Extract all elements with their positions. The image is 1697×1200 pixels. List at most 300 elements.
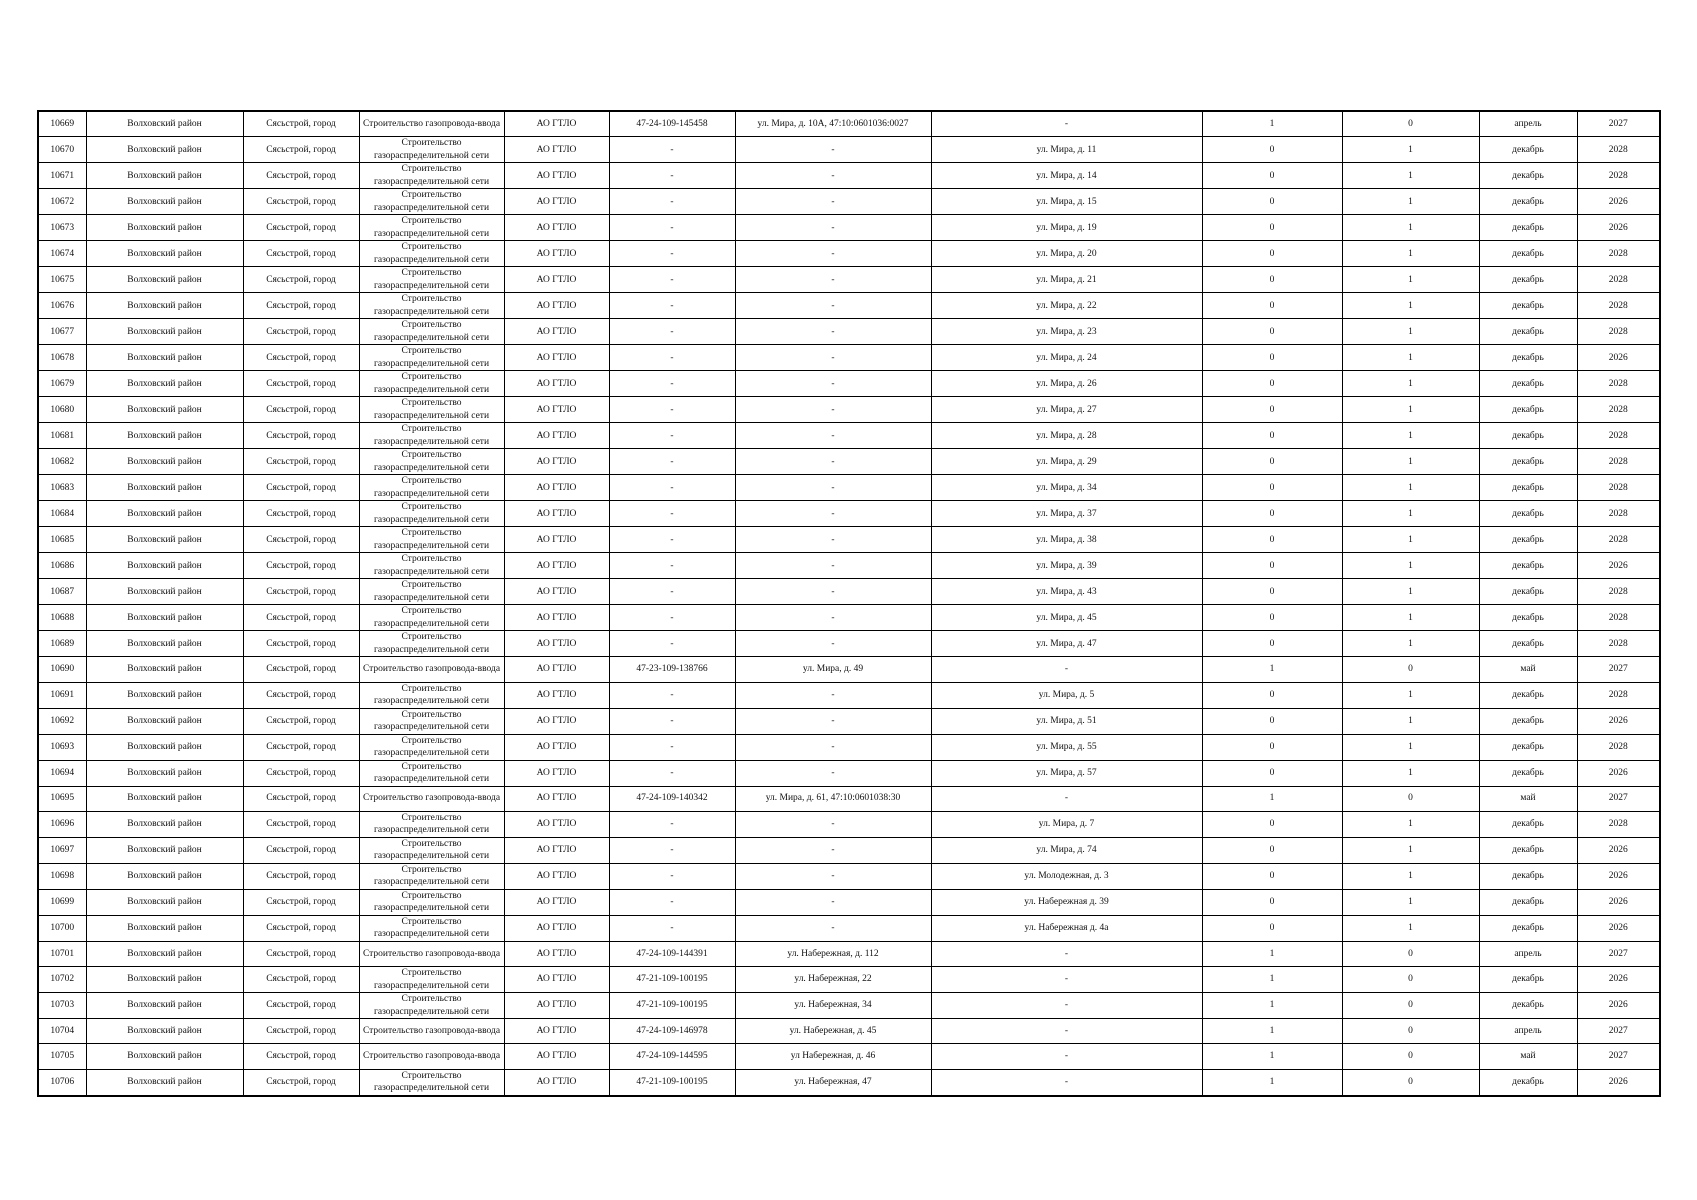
cell-year: 2028 [1577, 293, 1660, 319]
cell-network-address: - [931, 967, 1202, 993]
cell-district: Волховский район [86, 657, 243, 682]
cell-network-address: ул. Мира, д. 74 [931, 837, 1202, 863]
table-row [38, 189, 1660, 215]
cell-gas-input-count: 0 [1202, 734, 1342, 760]
cell-district: Волховский район [86, 371, 243, 397]
cell-month: декабрь [1479, 631, 1577, 657]
cell-work-type: Строительство газораспределительной сети [359, 163, 504, 189]
cell-gas-input-count: 1 [1202, 786, 1342, 811]
cell-settlement: Сясьстрой, город [243, 682, 359, 708]
cell-settlement: Сясьстрой, город [243, 605, 359, 631]
cell-network-count: 1 [1342, 423, 1479, 449]
cell-month: апрель [1479, 1019, 1577, 1044]
cell-tech-conditions-number: - [609, 631, 735, 657]
cell-tech-conditions-number: - [609, 501, 735, 527]
cell-gas-input-count: 0 [1202, 811, 1342, 837]
table-row [38, 889, 1660, 915]
cell-month: декабрь [1479, 760, 1577, 786]
cell-work-type: Строительство газораспределительной сети [359, 682, 504, 708]
cell-settlement: Сясьстрой, город [243, 163, 359, 189]
cell-month: декабрь [1479, 423, 1577, 449]
cell-tech-conditions-number: - [609, 189, 735, 215]
cell-organization: АО ГТЛО [504, 605, 609, 631]
cell-object-address: - [735, 915, 931, 941]
cell-work-type: Строительство газораспределительной сети [359, 319, 504, 345]
cell-object-address: - [735, 863, 931, 889]
cell-district: Волховский район [86, 708, 243, 734]
cell-tech-conditions-number: 47-24-109-144595 [609, 1044, 735, 1069]
cell-month: декабрь [1479, 915, 1577, 941]
cell-object-address: - [735, 811, 931, 837]
cell-object-address: - [735, 267, 931, 293]
cell-tech-conditions-number: - [609, 137, 735, 163]
cell-object-address: ул. Мира, д. 49 [735, 657, 931, 682]
cell-tech-conditions-number: - [609, 915, 735, 941]
cell-object-address: - [735, 371, 931, 397]
table-row [38, 605, 1660, 631]
cell-network-address: ул. Мира, д. 19 [931, 215, 1202, 241]
cell-work-type: Строительство газораспределительной сети [359, 241, 504, 267]
cell-year: 2028 [1577, 475, 1660, 501]
cell-object-address: - [735, 137, 931, 163]
cell-organization: АО ГТЛО [504, 915, 609, 941]
cell-tech-conditions-number: - [609, 423, 735, 449]
cell-tech-conditions-number: - [609, 579, 735, 605]
cell-work-type: Строительство газораспределительной сети [359, 137, 504, 163]
cell-object-address: - [735, 708, 931, 734]
cell-network-count: 0 [1342, 111, 1479, 137]
cell-network-count: 1 [1342, 682, 1479, 708]
cell-object-address: - [735, 189, 931, 215]
cell-year: 2027 [1577, 111, 1660, 137]
cell-gas-input-count: 1 [1202, 993, 1342, 1019]
cell-work-type: Строительство газораспределительной сети [359, 553, 504, 579]
cell-gas-input-count: 0 [1202, 837, 1342, 863]
cell-settlement: Сясьстрой, город [243, 837, 359, 863]
cell-network-count: 1 [1342, 215, 1479, 241]
cell-settlement: Сясьстрой, город [243, 811, 359, 837]
cell-organization: АО ГТЛО [504, 941, 609, 966]
cell-network-count: 1 [1342, 293, 1479, 319]
cell-organization: АО ГТЛО [504, 786, 609, 811]
cell-row-number: 10674 [38, 241, 86, 267]
cell-month: декабрь [1479, 682, 1577, 708]
cell-work-type: Строительство газораспределительной сети [359, 811, 504, 837]
cell-network-count: 1 [1342, 527, 1479, 553]
cell-work-type: Строительство газораспределительной сети [359, 527, 504, 553]
cell-tech-conditions-number: - [609, 553, 735, 579]
cell-district: Волховский район [86, 449, 243, 475]
cell-network-address: ул. Мира, д. 24 [931, 345, 1202, 371]
cell-network-address: ул. Мира, д. 23 [931, 319, 1202, 345]
cell-tech-conditions-number: - [609, 837, 735, 863]
cell-object-address: - [735, 527, 931, 553]
cell-gas-input-count: 0 [1202, 423, 1342, 449]
cell-gas-input-count: 0 [1202, 863, 1342, 889]
cell-month: май [1479, 786, 1577, 811]
cell-network-count: 1 [1342, 863, 1479, 889]
cell-year: 2028 [1577, 501, 1660, 527]
cell-work-type: Строительство газораспределительной сети [359, 837, 504, 863]
table-row [38, 631, 1660, 657]
cell-settlement: Сясьстрой, город [243, 319, 359, 345]
cell-network-count: 1 [1342, 189, 1479, 215]
cell-month: декабрь [1479, 371, 1577, 397]
cell-row-number: 10697 [38, 837, 86, 863]
cell-gas-input-count: 0 [1202, 760, 1342, 786]
cell-year: 2027 [1577, 657, 1660, 682]
cell-row-number: 10681 [38, 423, 86, 449]
cell-settlement: Сясьстрой, город [243, 293, 359, 319]
cell-network-count: 1 [1342, 319, 1479, 345]
cell-row-number: 10677 [38, 319, 86, 345]
cell-tech-conditions-number: - [609, 215, 735, 241]
cell-tech-conditions-number: - [609, 163, 735, 189]
cell-organization: АО ГТЛО [504, 501, 609, 527]
cell-year: 2026 [1577, 1069, 1660, 1096]
cell-settlement: Сясьстрой, город [243, 734, 359, 760]
cell-object-address: - [735, 319, 931, 345]
cell-district: Волховский район [86, 345, 243, 371]
cell-work-type: Строительство газораспределительной сети [359, 760, 504, 786]
cell-network-count: 1 [1342, 475, 1479, 501]
cell-gas-input-count: 0 [1202, 267, 1342, 293]
cell-network-address: ул. Мира, д. 5 [931, 682, 1202, 708]
cell-work-type: Строительство газораспределительной сети [359, 449, 504, 475]
cell-month: декабрь [1479, 501, 1577, 527]
cell-month: декабрь [1479, 449, 1577, 475]
table-row [38, 501, 1660, 527]
cell-row-number: 10680 [38, 397, 86, 423]
cell-object-address: - [735, 345, 931, 371]
cell-gas-input-count: 0 [1202, 371, 1342, 397]
table-row [38, 708, 1660, 734]
cell-network-count: 0 [1342, 941, 1479, 966]
cell-year: 2028 [1577, 579, 1660, 605]
cell-network-count: 1 [1342, 605, 1479, 631]
cell-network-address: ул. Мира, д. 22 [931, 293, 1202, 319]
cell-network-address: ул. Мира, д. 20 [931, 241, 1202, 267]
cell-tech-conditions-number: - [609, 293, 735, 319]
cell-network-count: 0 [1342, 657, 1479, 682]
cell-object-address: ул. Мира, д. 10А, 47:10:0601036:0027 [735, 111, 931, 137]
cell-settlement: Сясьстрой, город [243, 241, 359, 267]
cell-organization: АО ГТЛО [504, 734, 609, 760]
cell-district: Волховский район [86, 682, 243, 708]
cell-gas-input-count: 0 [1202, 215, 1342, 241]
cell-gas-input-count: 0 [1202, 163, 1342, 189]
cell-work-type: Строительство газораспределительной сети [359, 579, 504, 605]
cell-row-number: 10688 [38, 605, 86, 631]
cell-gas-input-count: 1 [1202, 111, 1342, 137]
cell-organization: АО ГТЛО [504, 267, 609, 293]
cell-network-address: - [931, 1069, 1202, 1096]
cell-work-type: Строительство газораспределительной сети [359, 345, 504, 371]
cell-work-type: Строительство газопровода-ввода [359, 786, 504, 811]
table-row [38, 1069, 1660, 1096]
table-row [38, 293, 1660, 319]
cell-row-number: 10705 [38, 1044, 86, 1069]
cell-tech-conditions-number: - [609, 889, 735, 915]
cell-work-type: Строительство газораспределительной сети [359, 631, 504, 657]
cell-settlement: Сясьстрой, город [243, 371, 359, 397]
cell-object-address: - [735, 682, 931, 708]
cell-organization: АО ГТЛО [504, 889, 609, 915]
document-page [37, 110, 1659, 1097]
cell-year: 2026 [1577, 708, 1660, 734]
cell-settlement: Сясьстрой, город [243, 215, 359, 241]
cell-network-count: 1 [1342, 501, 1479, 527]
cell-year: 2028 [1577, 319, 1660, 345]
cell-year: 2027 [1577, 786, 1660, 811]
cell-row-number: 10704 [38, 1019, 86, 1044]
cell-work-type: Строительство газораспределительной сети [359, 967, 504, 993]
cell-district: Волховский район [86, 837, 243, 863]
cell-month: апрель [1479, 941, 1577, 966]
cell-organization: АО ГТЛО [504, 215, 609, 241]
cell-row-number: 10673 [38, 215, 86, 241]
cell-settlement: Сясьстрой, город [243, 189, 359, 215]
cell-network-address: ул. Мира, д. 43 [931, 579, 1202, 605]
cell-month: декабрь [1479, 345, 1577, 371]
cell-organization: АО ГТЛО [504, 579, 609, 605]
cell-organization: АО ГТЛО [504, 241, 609, 267]
cell-network-count: 1 [1342, 915, 1479, 941]
cell-network-count: 1 [1342, 760, 1479, 786]
table-row [38, 267, 1660, 293]
cell-settlement: Сясьстрой, город [243, 993, 359, 1019]
cell-network-count: 0 [1342, 1019, 1479, 1044]
cell-network-address: ул. Мира, д. 21 [931, 267, 1202, 293]
cell-tech-conditions-number: - [609, 811, 735, 837]
cell-district: Волховский район [86, 631, 243, 657]
cell-settlement: Сясьстрой, город [243, 941, 359, 966]
cell-tech-conditions-number: - [609, 267, 735, 293]
cell-year: 2027 [1577, 1019, 1660, 1044]
cell-month: декабрь [1479, 579, 1577, 605]
cell-year: 2028 [1577, 734, 1660, 760]
cell-network-count: 1 [1342, 889, 1479, 915]
cell-organization: АО ГТЛО [504, 319, 609, 345]
cell-network-address: - [931, 1019, 1202, 1044]
cell-year: 2026 [1577, 993, 1660, 1019]
cell-work-type: Строительство газораспределительной сети [359, 293, 504, 319]
cell-work-type: Строительство газораспределительной сети [359, 915, 504, 941]
cell-network-address: ул. Мира, д. 29 [931, 449, 1202, 475]
cell-month: декабрь [1479, 967, 1577, 993]
cell-network-count: 1 [1342, 371, 1479, 397]
cell-gas-input-count: 0 [1202, 475, 1342, 501]
cell-settlement: Сясьстрой, город [243, 915, 359, 941]
cell-organization: АО ГТЛО [504, 708, 609, 734]
cell-year: 2028 [1577, 605, 1660, 631]
cell-network-address: ул. Мира, д. 39 [931, 553, 1202, 579]
cell-month: декабрь [1479, 293, 1577, 319]
cell-row-number: 10670 [38, 137, 86, 163]
cell-month: декабрь [1479, 241, 1577, 267]
cell-network-address: ул. Мира, д. 57 [931, 760, 1202, 786]
cell-tech-conditions-number: 47-24-109-146978 [609, 1019, 735, 1044]
cell-network-address: - [931, 993, 1202, 1019]
cell-month: декабрь [1479, 811, 1577, 837]
cell-year: 2026 [1577, 863, 1660, 889]
cell-tech-conditions-number: - [609, 319, 735, 345]
cell-network-count: 1 [1342, 734, 1479, 760]
cell-work-type: Строительство газораспределительной сети [359, 397, 504, 423]
cell-work-type: Строительство газораспределительной сети [359, 863, 504, 889]
cell-settlement: Сясьстрой, город [243, 863, 359, 889]
cell-network-count: 1 [1342, 397, 1479, 423]
cell-gas-input-count: 0 [1202, 915, 1342, 941]
cell-row-number: 10703 [38, 993, 86, 1019]
cell-row-number: 10687 [38, 579, 86, 605]
cell-organization: АО ГТЛО [504, 967, 609, 993]
table-row [38, 241, 1660, 267]
cell-row-number: 10678 [38, 345, 86, 371]
table-row [38, 371, 1660, 397]
table-row [38, 863, 1660, 889]
cell-object-address: - [735, 889, 931, 915]
cell-district: Волховский район [86, 423, 243, 449]
cell-organization: АО ГТЛО [504, 811, 609, 837]
cell-network-count: 0 [1342, 1069, 1479, 1096]
cell-row-number: 10693 [38, 734, 86, 760]
cell-network-address: - [931, 1044, 1202, 1069]
cell-year: 2028 [1577, 267, 1660, 293]
cell-object-address: ул. Набережная, 22 [735, 967, 931, 993]
cell-row-number: 10682 [38, 449, 86, 475]
cell-network-count: 1 [1342, 579, 1479, 605]
cell-object-address: - [735, 293, 931, 319]
table-row [38, 449, 1660, 475]
table-row [38, 345, 1660, 371]
cell-row-number: 10694 [38, 760, 86, 786]
cell-tech-conditions-number: 47-24-109-140342 [609, 786, 735, 811]
cell-month: декабрь [1479, 215, 1577, 241]
cell-gas-input-count: 0 [1202, 345, 1342, 371]
table-row [38, 1044, 1660, 1069]
cell-year: 2028 [1577, 527, 1660, 553]
cell-tech-conditions-number: - [609, 371, 735, 397]
cell-month: декабрь [1479, 553, 1577, 579]
cell-object-address: - [735, 475, 931, 501]
table-row [38, 811, 1660, 837]
cell-network-address: - [931, 111, 1202, 137]
cell-object-address: - [735, 837, 931, 863]
cell-gas-input-count: 0 [1202, 319, 1342, 345]
cell-month: декабрь [1479, 708, 1577, 734]
cell-work-type: Строительство газораспределительной сети [359, 189, 504, 215]
cell-tech-conditions-number: - [609, 863, 735, 889]
cell-network-address: ул. Мира, д. 27 [931, 397, 1202, 423]
cell-organization: АО ГТЛО [504, 631, 609, 657]
cell-district: Волховский район [86, 967, 243, 993]
cell-row-number: 10696 [38, 811, 86, 837]
cell-settlement: Сясьстрой, город [243, 397, 359, 423]
cell-settlement: Сясьстрой, город [243, 967, 359, 993]
cell-settlement: Сясьстрой, город [243, 579, 359, 605]
cell-gas-input-count: 0 [1202, 708, 1342, 734]
cell-organization: АО ГТЛО [504, 189, 609, 215]
cell-settlement: Сясьстрой, город [243, 889, 359, 915]
cell-month: декабрь [1479, 137, 1577, 163]
cell-gas-input-count: 1 [1202, 941, 1342, 966]
cell-month: декабрь [1479, 1069, 1577, 1096]
cell-row-number: 10669 [38, 111, 86, 137]
cell-year: 2028 [1577, 397, 1660, 423]
cell-gas-input-count: 0 [1202, 631, 1342, 657]
table-row [38, 760, 1660, 786]
cell-organization: АО ГТЛО [504, 163, 609, 189]
cell-object-address: - [735, 579, 931, 605]
cell-settlement: Сясьстрой, город [243, 501, 359, 527]
cell-object-address: - [735, 163, 931, 189]
cell-network-address: ул. Мира, д. 7 [931, 811, 1202, 837]
cell-network-address: ул. Мира, д. 37 [931, 501, 1202, 527]
cell-district: Волховский район [86, 734, 243, 760]
cell-row-number: 10699 [38, 889, 86, 915]
cell-network-count: 0 [1342, 1044, 1479, 1069]
cell-organization: АО ГТЛО [504, 293, 609, 319]
cell-settlement: Сясьстрой, город [243, 1019, 359, 1044]
cell-month: декабрь [1479, 475, 1577, 501]
cell-organization: АО ГТЛО [504, 527, 609, 553]
cell-network-address: ул. Мира, д. 11 [931, 137, 1202, 163]
cell-row-number: 10675 [38, 267, 86, 293]
registry-body [38, 111, 1660, 1096]
cell-year: 2028 [1577, 811, 1660, 837]
cell-district: Волховский район [86, 760, 243, 786]
cell-month: декабрь [1479, 267, 1577, 293]
cell-year: 2026 [1577, 889, 1660, 915]
cell-month: май [1479, 1044, 1577, 1069]
cell-month: декабрь [1479, 397, 1577, 423]
cell-settlement: Сясьстрой, город [243, 475, 359, 501]
cell-work-type: Строительство газопровода-ввода [359, 111, 504, 137]
cell-row-number: 10698 [38, 863, 86, 889]
cell-tech-conditions-number: 47-21-109-100195 [609, 993, 735, 1019]
cell-work-type: Строительство газопровода-ввода [359, 657, 504, 682]
table-row [38, 111, 1660, 137]
registry-table [37, 110, 1661, 1097]
cell-tech-conditions-number: 47-23-109-138766 [609, 657, 735, 682]
cell-month: декабрь [1479, 527, 1577, 553]
cell-network-count: 1 [1342, 241, 1479, 267]
cell-object-address: - [735, 553, 931, 579]
cell-network-address: ул. Мира, д. 15 [931, 189, 1202, 215]
cell-network-address: ул. Набережная д. 39 [931, 889, 1202, 915]
cell-year: 2026 [1577, 760, 1660, 786]
cell-work-type: Строительство газораспределительной сети [359, 734, 504, 760]
cell-settlement: Сясьстрой, город [243, 1044, 359, 1069]
cell-district: Волховский район [86, 1044, 243, 1069]
cell-network-address: - [931, 657, 1202, 682]
cell-month: декабрь [1479, 889, 1577, 915]
cell-year: 2026 [1577, 189, 1660, 215]
cell-organization: АО ГТЛО [504, 553, 609, 579]
cell-network-address: ул. Мира, д. 38 [931, 527, 1202, 553]
cell-month: декабрь [1479, 163, 1577, 189]
cell-gas-input-count: 0 [1202, 527, 1342, 553]
cell-settlement: Сясьстрой, город [243, 449, 359, 475]
cell-gas-input-count: 0 [1202, 501, 1342, 527]
cell-object-address: - [735, 397, 931, 423]
cell-district: Волховский район [86, 811, 243, 837]
cell-work-type: Строительство газораспределительной сети [359, 475, 504, 501]
cell-district: Волховский район [86, 215, 243, 241]
cell-row-number: 10672 [38, 189, 86, 215]
cell-month: декабрь [1479, 863, 1577, 889]
